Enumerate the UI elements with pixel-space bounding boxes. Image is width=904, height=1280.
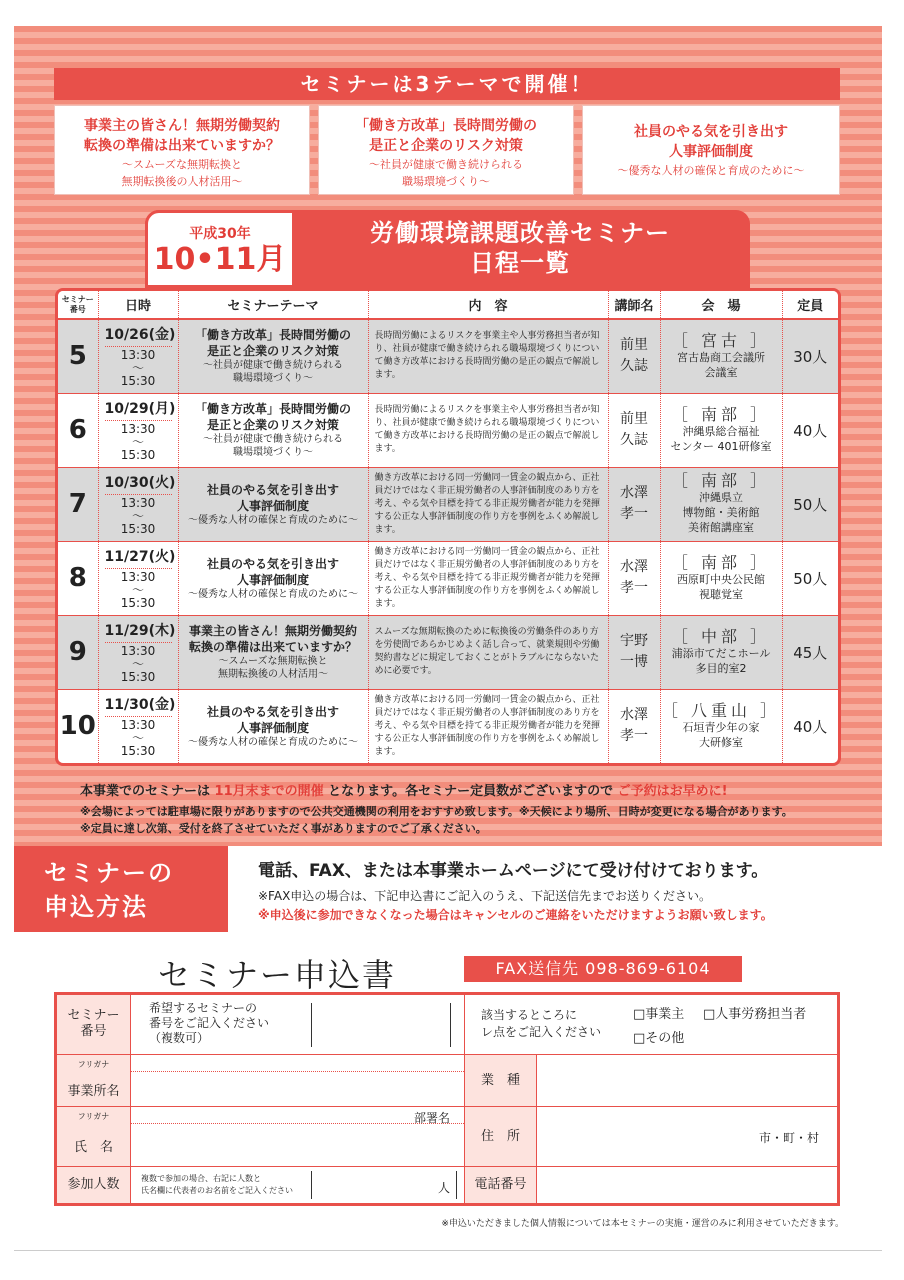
capacity: 50人 bbox=[782, 467, 838, 541]
attendees-input[interactable] bbox=[311, 1171, 457, 1199]
person-unit: 人 bbox=[437, 1181, 450, 1195]
seminar-date: 10/26(金) bbox=[105, 324, 172, 347]
capacity: 45人 bbox=[782, 615, 838, 689]
seminar-number: 6 bbox=[58, 393, 98, 467]
theme-1-title: 事業主の皆さん！無期労働契約 転換の準備は出来ていますか？ bbox=[84, 118, 280, 154]
theme-subtitle: 〜社員が健康で働き続けられる 職場環境づくり〜 bbox=[203, 360, 343, 385]
theme-subtitle: 〜社員が健康で働き続けられる 職場環境づくり〜 bbox=[203, 434, 343, 458]
theme-subtitle: 〜優秀な人材の確保と育成のために〜 bbox=[188, 514, 358, 526]
seminar-number: 10 bbox=[58, 689, 98, 763]
time-sep: 〜 bbox=[131, 583, 144, 597]
venue-area: ［ 南部 ］ bbox=[671, 552, 771, 572]
venue-name: 浦添市てだこホール 多目的室2 bbox=[671, 646, 771, 675]
end-time: 15:30 bbox=[120, 522, 156, 536]
venue-name: 宮古島商工会議所 会議室 bbox=[677, 350, 765, 379]
notes-main-d: ご予約はお早めに! bbox=[617, 784, 728, 799]
seminar-no-input[interactable] bbox=[311, 1003, 451, 1047]
lecturer: 宇野 一博 bbox=[608, 615, 660, 689]
furigana-divider bbox=[131, 1071, 464, 1072]
theme-3-sub: 〜優秀な人材の確保と育成のために〜 bbox=[617, 164, 805, 177]
table-row bbox=[58, 319, 838, 393]
start-time: 13:30 bbox=[120, 348, 156, 363]
seminar-datetime bbox=[98, 689, 178, 763]
venue bbox=[660, 393, 782, 467]
theme-2-title: 「働き方改革」長時間労働の 是正と企業のリスク対策 bbox=[355, 118, 537, 154]
venue bbox=[660, 689, 782, 763]
apply-method-tag: セミナーの 申込方法 bbox=[14, 846, 228, 932]
theme-subtitle: 〜優秀な人材の確保と育成のために〜 bbox=[188, 588, 358, 600]
seminar-content: 働き方改革における同一労働同一賃金の観点から、正社員だけではなく非正規労働者の人事評価制度のあり方を考え、やる気や目標を持てる非正規労働者が能力を発揮する公正な人事評価制度の作り方を事例をふくめ解説します。 bbox=[368, 689, 608, 763]
themes-banner: セミナーは3テーマで開催！ bbox=[54, 68, 840, 100]
attendees-cell bbox=[131, 1167, 465, 1203]
seminar-no-label: セミナー 番号 bbox=[57, 995, 131, 1055]
notes bbox=[80, 780, 860, 837]
notes-main bbox=[80, 780, 860, 799]
time-sep: 〜 bbox=[131, 435, 144, 449]
seminar-date: 11/30(金) bbox=[105, 694, 172, 717]
seminar-theme bbox=[178, 689, 368, 763]
check-employer[interactable]: □事業主 bbox=[633, 1007, 685, 1022]
apply-big: 電話、FAX、または本事業ホームページにて受け付けております。 bbox=[258, 861, 769, 881]
venue bbox=[660, 541, 782, 615]
industry-input[interactable] bbox=[537, 1055, 837, 1107]
end-time: 15:30 bbox=[120, 596, 156, 610]
theme-title: 「働き方改革」長時間労働の 是正と企業のリスク対策 bbox=[194, 402, 351, 432]
theme-box-2 bbox=[318, 105, 574, 195]
name-input[interactable] bbox=[131, 1107, 465, 1167]
theme-box-3 bbox=[582, 105, 840, 195]
header-content: 内 容 bbox=[368, 291, 608, 319]
seminar-date: 11/27(火) bbox=[105, 546, 172, 569]
attendees-hint: 複数で参加の場合、右記に人数と 氏名欄に代表者のお名前をご記入ください bbox=[141, 1174, 293, 1195]
theme-subtitle: 〜優秀な人材の確保と育成のために〜 bbox=[188, 736, 358, 748]
seminar-date: 11/29(木) bbox=[105, 620, 172, 643]
fax-number: FAX送信先 098-869-6104 bbox=[464, 956, 742, 982]
start-time: 13:30 bbox=[120, 718, 156, 733]
schedule-header bbox=[145, 210, 750, 288]
lecturer: 前里 久誌 bbox=[608, 319, 660, 393]
seminar-datetime bbox=[98, 541, 178, 615]
header-venue: 会 場 bbox=[660, 291, 782, 319]
form-title: セミナー申込書 bbox=[158, 956, 397, 994]
header-no: セミナー 番号 bbox=[58, 291, 98, 319]
theme-box-1 bbox=[54, 105, 310, 195]
seminar-theme bbox=[178, 393, 368, 467]
header-capacity: 定員 bbox=[782, 291, 838, 319]
seminar-datetime bbox=[98, 319, 178, 393]
venue-area: ［ 八重山 ］ bbox=[661, 700, 781, 720]
theme-3-title: 社員のやる気を引き出す 人事評価制度 bbox=[634, 124, 788, 160]
header-lecturer: 講師名 bbox=[608, 291, 660, 319]
table-row bbox=[58, 689, 838, 763]
seminar-theme bbox=[178, 615, 368, 689]
application-form bbox=[54, 992, 840, 1206]
header-theme: セミナーテーマ bbox=[178, 291, 368, 319]
seminar-number: 5 bbox=[58, 319, 98, 393]
table-row bbox=[58, 467, 838, 541]
seminar-no-cell bbox=[131, 995, 465, 1055]
schedule-table bbox=[58, 291, 838, 763]
seminar-content: 働き方改革における同一労働同一賃金の観点から、正社員だけではなく非正規労働者の人事評価制度のあり方を考え、やる気や目標を持てる非正規労働者が能力を発揮する公正な人事評価制度の作り方を事例をふくめ解説します。 bbox=[368, 467, 608, 541]
venue bbox=[660, 319, 782, 393]
venue bbox=[660, 615, 782, 689]
venue-area: ［ 南部 ］ bbox=[671, 471, 771, 490]
notes-main-c: となります。各セミナー定員数がございますので bbox=[328, 784, 614, 799]
notes-sub2: ※定員に達し次第、受付を終了させていただく事がありますのでご了承ください。 bbox=[80, 822, 487, 835]
start-time: 13:30 bbox=[120, 496, 156, 510]
address-label: 住 所 bbox=[465, 1107, 537, 1167]
address-input[interactable] bbox=[537, 1107, 837, 1167]
venue-area: ［ 宮古 ］ bbox=[671, 330, 771, 350]
venue-area: ［ 中部 ］ bbox=[671, 626, 771, 646]
office-input[interactable] bbox=[131, 1055, 465, 1107]
table-row bbox=[58, 541, 838, 615]
theme-subtitle: 〜スムーズな無期転換と 無期転換後の人材活用〜 bbox=[218, 656, 328, 680]
industry-label: 業 種 bbox=[465, 1055, 537, 1107]
schedule-title-line1: 労働環境課題改善セミナー bbox=[370, 219, 670, 247]
check-other[interactable]: □その他 bbox=[633, 1031, 685, 1046]
start-time: 13:30 bbox=[120, 644, 156, 658]
venue-name: 沖縄県立 博物館・美術館 美術館講座室 bbox=[682, 491, 760, 534]
furigana-label-2: フリガナ bbox=[77, 1112, 110, 1121]
venue bbox=[660, 467, 782, 541]
venue-name: 西原町中央公民館 視聴覚室 bbox=[677, 572, 765, 601]
theme-title: 「働き方改革」長時間労働の 是正と企業のリスク対策 bbox=[194, 328, 351, 359]
seminar-no-hint: 希望するセミナーの 番号をご記入ください （複数可） bbox=[149, 1001, 270, 1045]
year-tag bbox=[145, 210, 295, 288]
months-label: 10•11月 bbox=[153, 242, 287, 277]
venue-area: ［ 南部 ］ bbox=[671, 404, 771, 424]
office-label-cell bbox=[57, 1055, 131, 1107]
category-cell bbox=[465, 995, 837, 1055]
lecturer: 水澤 孝一 bbox=[608, 689, 660, 763]
seminar-content: 長時間労働によるリスクを事業主や人事労務担当者が知り、社員が健康で働き続けられる職場環境づくりについて働き方改革における長時間労働の是正の観点で解説します。 bbox=[368, 393, 608, 467]
capacity: 30人 bbox=[782, 319, 838, 393]
phone-label: 電話番号 bbox=[465, 1167, 537, 1203]
check-hr[interactable]: □人事労務担当者 bbox=[703, 1007, 807, 1022]
seminar-content: 長時間労働によるリスクを事業主や人事労務担当者が知り、社員が健康で働き続けられる職場環境づくりについて働き方改革における長時間労働の是正の観点で解説します。 bbox=[368, 319, 608, 393]
seminar-theme bbox=[178, 467, 368, 541]
apply-note2: ※申込後に参加できなくなった場合はキャンセルのご連絡をいただけますようお願い致します。 bbox=[258, 908, 773, 922]
seminar-theme bbox=[178, 541, 368, 615]
time-sep: 〜 bbox=[131, 731, 144, 746]
header-date: 日時 bbox=[98, 291, 178, 319]
footer-note: ※申込いただきました個人情報については本セミナーの実施・運営のみに利用させていただきます。 bbox=[441, 1219, 844, 1229]
start-time: 13:30 bbox=[120, 570, 156, 584]
theme-title: 社員のやる気を引き出す 人事評価制度 bbox=[206, 704, 339, 735]
check-hint: 該当するところに レ点をご記入ください bbox=[481, 1008, 602, 1039]
seminar-datetime bbox=[98, 393, 178, 467]
theme-title: 社員のやる気を引き出す 人事評価制度 bbox=[206, 556, 339, 587]
seminar-datetime bbox=[98, 615, 178, 689]
apply-text bbox=[258, 856, 878, 925]
apply-note1: ※FAX申込の場合は、下記申込書にご記入のうえ、下記送信先までお送りください。 bbox=[258, 889, 712, 903]
lecturer: 水澤 孝一 bbox=[608, 467, 660, 541]
lecturer: 前里 久誌 bbox=[608, 393, 660, 467]
schedule-title bbox=[315, 218, 725, 278]
theme-1-sub: 〜スムーズな無期転換と 無期転換後の人材活用〜 bbox=[121, 158, 243, 188]
theme-title: 社員のやる気を引き出す 人事評価制度 bbox=[206, 482, 339, 513]
seminar-theme bbox=[178, 319, 368, 393]
time-sep: 〜 bbox=[131, 509, 144, 523]
notes-main-b: 11月末までの開催 bbox=[214, 784, 324, 799]
seminar-date: 10/29(月) bbox=[105, 398, 172, 421]
table-row bbox=[58, 393, 838, 467]
end-time: 15:30 bbox=[120, 670, 156, 684]
furigana-label: フリガナ bbox=[77, 1060, 110, 1069]
venue-name: 石垣青少年の家 大研修室 bbox=[682, 720, 760, 749]
time-sep: 〜 bbox=[131, 657, 144, 671]
end-time: 15:30 bbox=[120, 374, 156, 389]
lecturer: 水澤 孝一 bbox=[608, 541, 660, 615]
notes-main-a: 本事業でのセミナーは bbox=[80, 784, 211, 799]
table-header-row bbox=[58, 291, 838, 319]
theme-2-sub: 〜社員が健康で働き続けられる 職場環境づくり〜 bbox=[369, 158, 523, 188]
capacity: 40人 bbox=[782, 393, 838, 467]
notes-sub1: ※会場によっては駐車場に限りがありますので公共交通機関の利用をおすすめ致します。※天候により場所、日時が変更になる場合があります。 bbox=[80, 805, 793, 818]
phone-input[interactable] bbox=[537, 1167, 837, 1203]
seminar-number: 8 bbox=[58, 541, 98, 615]
venue-name: 沖縄県総合福祉 センター 401研修室 bbox=[670, 424, 772, 453]
seminar-number: 9 bbox=[58, 615, 98, 689]
time-sep: 〜 bbox=[131, 361, 144, 376]
start-time: 13:30 bbox=[120, 422, 156, 436]
seminar-datetime bbox=[98, 467, 178, 541]
schedule-title-line2: 日程一覧 bbox=[470, 249, 570, 277]
seminar-number: 7 bbox=[58, 467, 98, 541]
theme-title: 事業主の皆さん！無期労働契約 転換の準備は出来ていますか？ bbox=[188, 624, 357, 654]
schedule-table-wrap bbox=[55, 288, 841, 766]
office-label: 事業所名 bbox=[67, 1084, 120, 1099]
bottom-divider bbox=[14, 1250, 882, 1251]
end-time: 15:30 bbox=[120, 448, 156, 462]
capacity: 50人 bbox=[782, 541, 838, 615]
seminar-content: 働き方改革における同一労働同一賃金の観点から、正社員だけではなく非正規労働者の人事評価制度のあり方を考え、やる気や目標を持てる非正規労働者が能力を発揮する公正な人事評価制度の作り方を事例をふくめ解説します。 bbox=[368, 541, 608, 615]
city-label: 市・町・村 bbox=[758, 1131, 819, 1145]
seminar-date: 10/30(火) bbox=[105, 472, 172, 495]
attendees-label: 参加人数 bbox=[57, 1167, 131, 1203]
year-label: 平成30年 bbox=[189, 226, 251, 242]
table-row bbox=[58, 615, 838, 689]
name-label-cell bbox=[57, 1107, 131, 1167]
name-label: 氏 名 bbox=[73, 1140, 113, 1155]
seminar-content: スムーズな無期転換のために転換後の労働条件のあり方を労使間であらかじめよく話し合って、就業規則や労働契約書などに規定しておくことがトラブルにならないために必要です。 bbox=[368, 615, 608, 689]
dept-label: 部署名 bbox=[413, 1111, 450, 1125]
capacity: 40人 bbox=[793, 717, 828, 736]
end-time: 15:30 bbox=[120, 744, 156, 759]
